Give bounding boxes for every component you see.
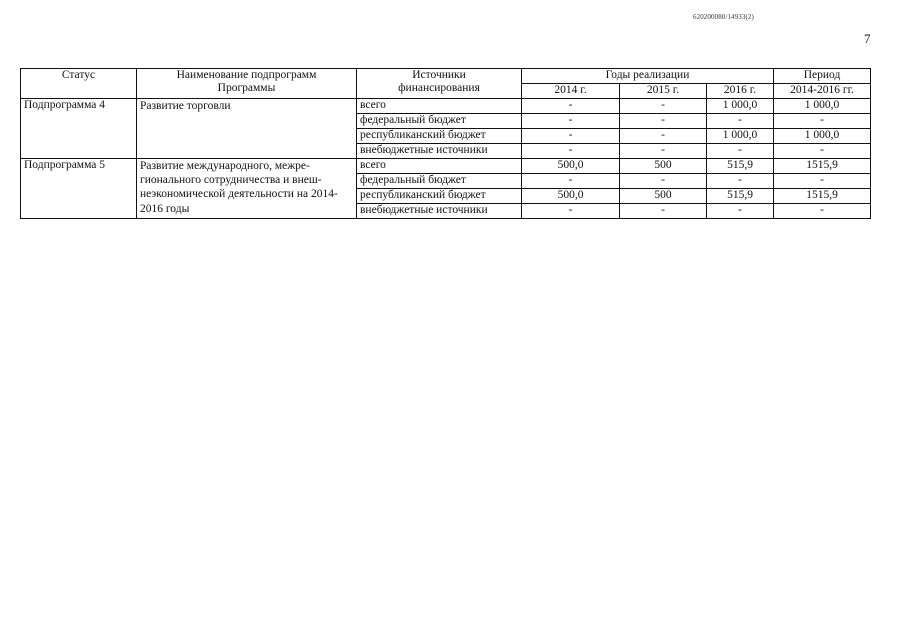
source-cell: республиканский бюджет — [357, 129, 522, 144]
value-2015-cell: 500 — [620, 159, 707, 174]
header-period: Период — [774, 69, 871, 84]
header-year-2015: 2015 г. — [620, 84, 707, 99]
value-2016-cell: 515,9 — [707, 159, 774, 174]
table-row — [21, 99, 871, 114]
value-2016-cell: - — [707, 144, 774, 159]
value-2016-cell: 1 000,0 — [707, 129, 774, 144]
value-period-cell: - — [774, 114, 871, 129]
value-2015-cell: - — [620, 174, 707, 189]
header-year-2016: 2016 г. — [707, 84, 774, 99]
value-2014-cell: 500,0 — [522, 159, 620, 174]
value-2014-cell: - — [522, 144, 620, 159]
source-cell: внебюджетные источники — [357, 144, 522, 159]
value-period-cell: 1515,9 — [774, 159, 871, 174]
value-2015-cell: - — [620, 129, 707, 144]
value-period-cell: - — [774, 144, 871, 159]
header-name-line2: Программы — [217, 82, 276, 94]
value-2014-cell: 500,0 — [522, 189, 620, 204]
source-cell: федеральный бюджет — [357, 114, 522, 129]
table-row — [21, 159, 871, 174]
header-period-range: 2014-2016 гг. — [774, 84, 871, 99]
value-2014-cell: - — [522, 114, 620, 129]
source-cell: всего — [357, 159, 522, 174]
value-period-cell: 1515,9 — [774, 189, 871, 204]
header-source-line1: Источники — [412, 69, 466, 81]
funding-table — [20, 68, 871, 219]
value-2016-cell: - — [707, 114, 774, 129]
status-cell: Подпрограмма 4 — [21, 99, 137, 159]
value-2015-cell: - — [620, 99, 707, 114]
header-name-line1: Наименование подпрограмм — [176, 69, 317, 81]
header-subprogram-name — [137, 69, 357, 99]
value-2014-cell: - — [522, 99, 620, 114]
value-2016-cell: 1 000,0 — [707, 99, 774, 114]
header-year-2014: 2014 г. — [522, 84, 620, 99]
source-cell: республиканский бюджет — [357, 189, 522, 204]
header-row-1 — [21, 69, 871, 84]
value-period-cell: 1 000,0 — [774, 99, 871, 114]
source-cell: всего — [357, 99, 522, 114]
header-years: Годы реализации — [522, 69, 774, 84]
value-2016-cell: - — [707, 174, 774, 189]
value-2014-cell: - — [522, 129, 620, 144]
value-2016-cell: - — [707, 204, 774, 219]
page-number: 7 — [864, 31, 871, 46]
value-period-cell: - — [774, 204, 871, 219]
value-2015-cell: - — [620, 144, 707, 159]
value-period-cell: - — [774, 174, 871, 189]
source-cell: внебюджетные источники — [357, 204, 522, 219]
source-cell: федеральный бюджет — [357, 174, 522, 189]
value-2014-cell: - — [522, 204, 620, 219]
document-code: 620200080/14933(2) — [693, 13, 754, 21]
value-2015-cell: 500 — [620, 189, 707, 204]
header-funding-source — [357, 69, 522, 99]
value-2015-cell: - — [620, 114, 707, 129]
value-2015-cell: - — [620, 204, 707, 219]
status-cell: Подпрограмма 5 — [21, 159, 137, 219]
value-period-cell: 1 000,0 — [774, 129, 871, 144]
subprogram-name-cell: Развитие международного, межре-гионального сотрудничества и внеш-неэкономической деятельности на 2014-2016 годы — [137, 159, 357, 219]
header-source-line2: финансирования — [398, 82, 480, 94]
subprogram-name-cell: Развитие торговли — [137, 99, 357, 159]
value-2016-cell: 515,9 — [707, 189, 774, 204]
header-status: Статус — [21, 69, 137, 99]
value-2014-cell: - — [522, 174, 620, 189]
